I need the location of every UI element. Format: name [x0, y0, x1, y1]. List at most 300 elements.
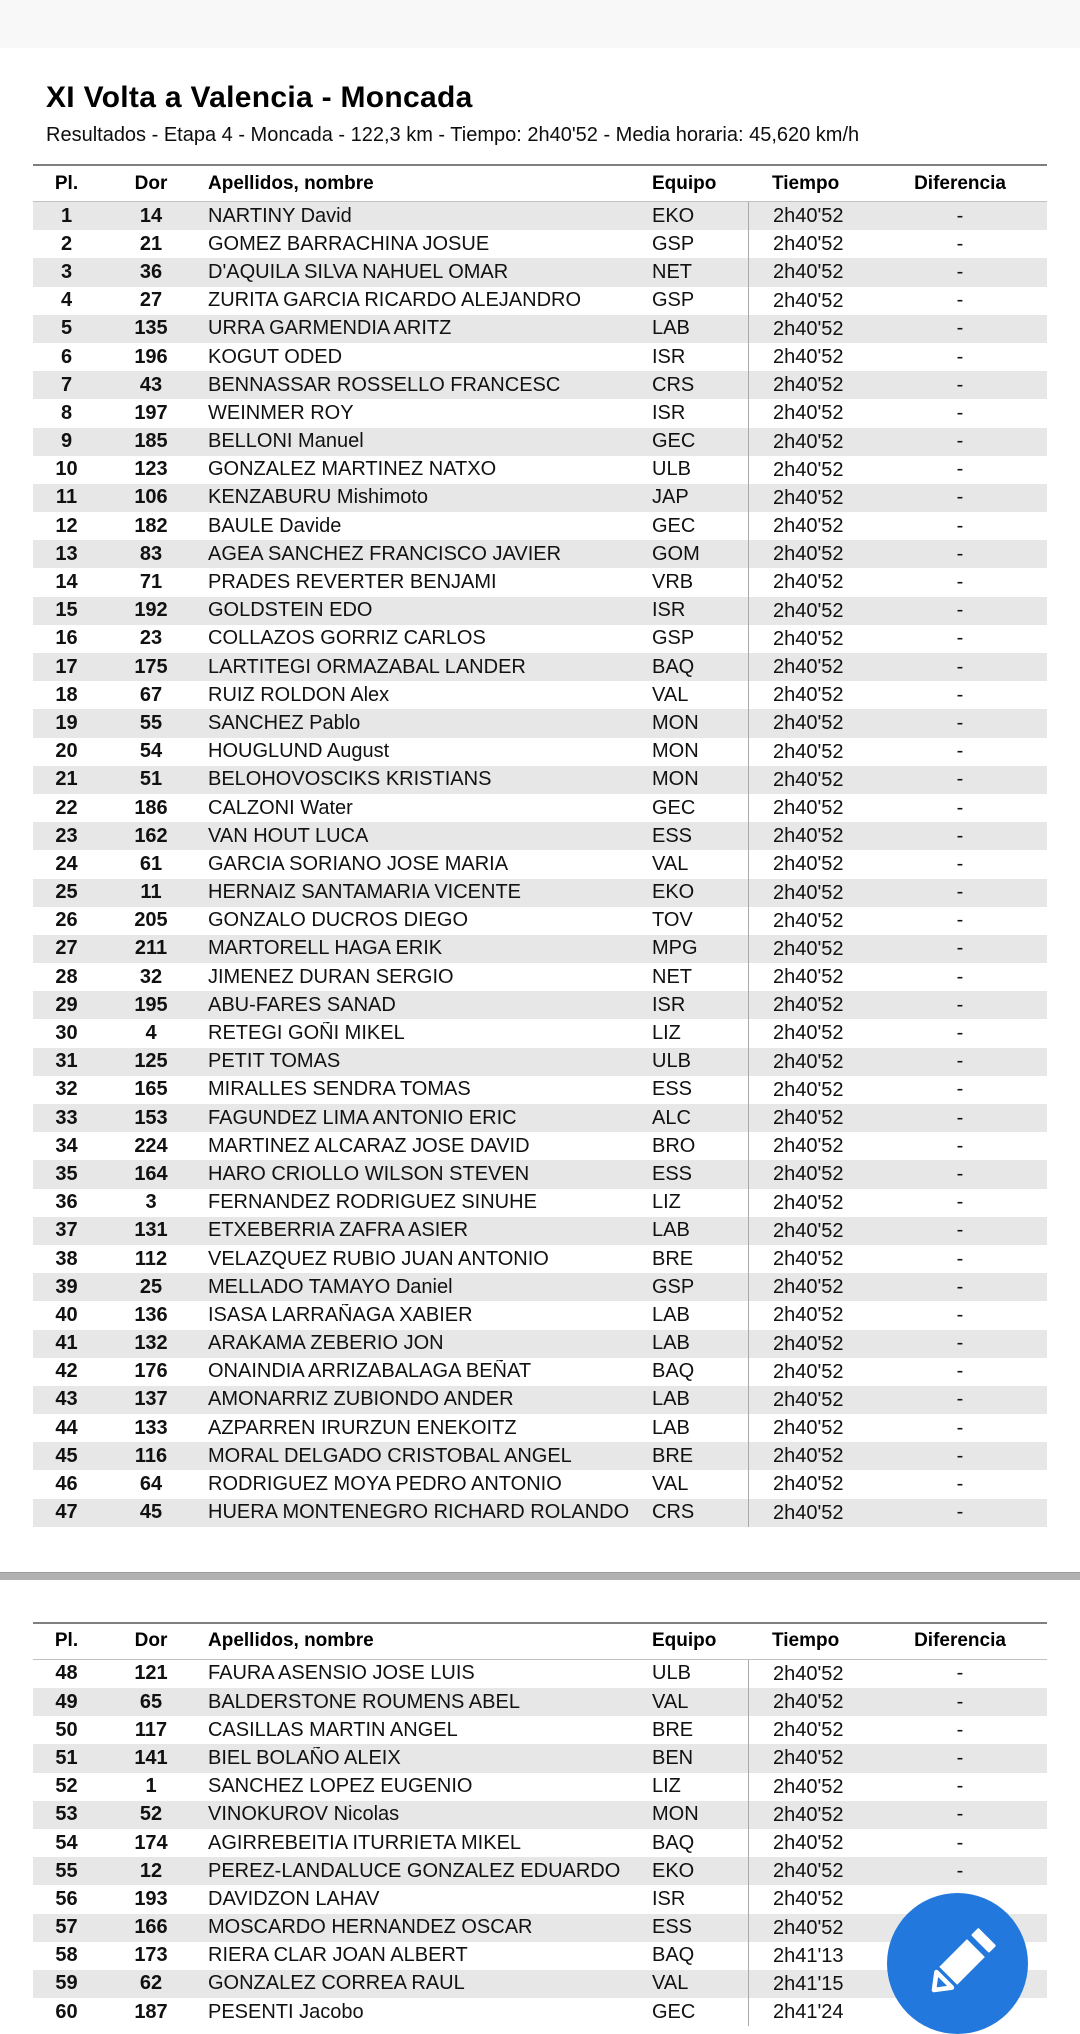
cell-difference: -: [956, 993, 964, 1016]
cell-place: 31: [55, 1050, 78, 1073]
table-row: [33, 681, 1047, 709]
table-row: [33, 1744, 1047, 1772]
table-row: [33, 1104, 1047, 1132]
cell-time: 2h40'52: [748, 1857, 880, 1885]
cell-dorsal: 164: [134, 1162, 168, 1185]
cell-team: GEC: [652, 2000, 696, 2023]
cell-team: LAB: [652, 1416, 690, 1439]
cell-place: 45: [55, 1444, 78, 1467]
cell-place: 11: [55, 486, 78, 509]
cell-place: 26: [55, 909, 78, 932]
cell-team: BRO: [652, 1134, 696, 1157]
cell-dorsal: 11: [140, 881, 162, 904]
cell-time: 2h40'52: [748, 1104, 880, 1132]
cell-place: 20: [55, 740, 78, 763]
cell-dorsal: 32: [139, 965, 163, 988]
cell-time: 2h40'52: [748, 907, 880, 935]
cell-difference: -: [956, 430, 964, 453]
cell-rider-name: FERNANDEZ RODRIGUEZ SINUHE: [208, 1191, 537, 1214]
cell-team: LAB: [652, 1303, 690, 1326]
cell-team: CRS: [652, 1501, 695, 1524]
table-row: [33, 1829, 1047, 1857]
cell-rider-name: HOUGLUND August: [208, 740, 390, 763]
table-row: [33, 1048, 1047, 1076]
cell-team: ULB: [652, 1662, 691, 1685]
cell-team: GOM: [652, 542, 700, 565]
cell-place: 47: [55, 1501, 78, 1524]
cell-time: 2h40'52: [748, 540, 880, 568]
cell-time: 2h40'52: [748, 1019, 880, 1047]
cell-difference: -: [956, 909, 964, 932]
cell-team: CRS: [652, 373, 695, 396]
cell-rider-name: D'AQUILA SILVA NAHUEL OMAR: [208, 260, 509, 283]
cell-team: TOV: [652, 909, 693, 932]
cell-dorsal: 71: [139, 571, 163, 594]
cell-dorsal: 175: [134, 655, 168, 678]
cell-place: 54: [55, 1831, 78, 1854]
cell-place: 44: [55, 1416, 78, 1439]
cell-team: ESS: [652, 1916, 693, 1939]
table-row: [33, 822, 1047, 850]
cell-place: 3: [60, 260, 73, 283]
cell-place: 33: [55, 1106, 78, 1129]
cell-dorsal: 4: [145, 1022, 157, 1045]
cell-dorsal: 125: [134, 1050, 168, 1073]
cell-difference: -: [956, 1360, 964, 1383]
cell-dorsal: 133: [134, 1416, 168, 1439]
cell-rider-name: MOSCARDO HERNANDEZ OSCAR: [208, 1916, 533, 1939]
cell-rider-name: GOMEZ BARRACHINA JOSUE: [208, 232, 490, 255]
cell-difference: -: [956, 1416, 964, 1439]
cell-time: 2h40'52: [748, 1688, 880, 1716]
cell-difference: -: [956, 683, 964, 706]
cell-rider-name: BELOHOVOSCIKS KRISTIANS: [208, 768, 492, 791]
cell-place: 27: [55, 937, 78, 960]
cell-place: 9: [60, 430, 73, 453]
cell-rider-name: GONZALEZ CORREA RAUL: [208, 1972, 465, 1995]
cell-rider-name: COLLAZOS GORRIZ CARLOS: [208, 627, 486, 650]
cell-dorsal: 62: [139, 1972, 163, 1995]
cell-dorsal: 51: [139, 768, 163, 791]
table-row: [33, 1885, 1047, 1913]
cell-difference: -: [956, 1219, 964, 1242]
cell-time: 2h40'52: [748, 1885, 880, 1913]
cell-time: 2h40'52: [748, 1442, 880, 1470]
cell-dorsal: 21: [139, 232, 163, 255]
cell-place: 7: [60, 373, 73, 396]
table-row: [33, 315, 1047, 343]
cell-team: GSP: [652, 289, 695, 312]
cell-place: 41: [55, 1332, 78, 1355]
cell-difference: -: [956, 458, 964, 481]
cell-team: ISR: [652, 1887, 686, 1910]
cell-dorsal: 162: [134, 824, 168, 847]
cell-team: VAL: [652, 1690, 689, 1713]
cell-team: ULB: [652, 458, 691, 481]
cell-team: EKO: [652, 204, 695, 227]
cell-team: LAB: [652, 1219, 690, 1242]
cell-place: 50: [55, 1718, 78, 1741]
cell-team: GEC: [652, 514, 696, 537]
cell-time: 2h40'52: [748, 1829, 880, 1857]
cell-dorsal: 25: [139, 1275, 163, 1298]
cell-rider-name: AGIRREBEITIA ITURRIETA MIKEL: [208, 1831, 522, 1854]
cell-dorsal: 64: [139, 1473, 163, 1496]
cell-rider-name: MARTORELL HAGA ERIK: [208, 937, 443, 960]
cell-difference: -: [956, 1859, 964, 1882]
cell-rider-name: FAGUNDEZ LIMA ANTONIO ERIC: [208, 1106, 517, 1129]
cell-time: 2h40'52: [748, 1273, 880, 1301]
cell-team: LAB: [652, 317, 690, 340]
cell-team: BEN: [652, 1746, 694, 1769]
cell-rider-name: LARTITEGI ORMAZABAL LANDER: [208, 655, 526, 678]
cell-time: 2h40'52: [748, 625, 880, 653]
cell-dorsal: 174: [134, 1831, 168, 1854]
table-row: [33, 371, 1047, 399]
cell-rider-name: CASILLAS MARTIN ANGEL: [208, 1718, 458, 1741]
cell-time: 2h40'52: [748, 287, 880, 315]
cell-rider-name: ARAKAMA ZEBERIO JON: [208, 1332, 444, 1355]
cell-time: 2h40'52: [748, 428, 880, 456]
cell-dorsal: 192: [134, 599, 168, 622]
cell-rider-name: DAVIDZON LAHAV: [208, 1887, 380, 1910]
status-bar-area: [0, 0, 1080, 48]
column-header-place: Pl.: [54, 172, 79, 194]
cell-place: 57: [55, 1916, 78, 1939]
table-row: [33, 1801, 1047, 1829]
cell-difference: -: [956, 514, 964, 537]
cell-dorsal: 136: [134, 1303, 168, 1326]
cell-rider-name: BAULE Davide: [208, 514, 342, 537]
cell-time: 2h40'52: [748, 258, 880, 286]
cell-team: LAB: [652, 1332, 690, 1355]
cell-difference: -: [956, 768, 964, 791]
cell-time: 2h40'52: [748, 1414, 880, 1442]
column-header-time: Tiempo: [772, 172, 840, 194]
column-header-team: Equipo: [652, 172, 717, 194]
cell-time: 2h40'52: [748, 794, 880, 822]
cell-difference: -: [956, 571, 964, 594]
table-row: [33, 850, 1047, 878]
cell-difference: -: [956, 1718, 964, 1741]
column-header-difference: Diferencia: [914, 172, 1006, 194]
cell-rider-name: PRADES REVERTER BENJAMI: [208, 571, 497, 594]
cell-time: 2h40'52: [748, 315, 880, 343]
cell-place: 60: [55, 2000, 78, 2023]
cell-rider-name: ISASA LARRAÑAGA XABIER: [208, 1303, 473, 1326]
cell-dorsal: 43: [139, 373, 163, 396]
cell-difference: -: [956, 824, 964, 847]
cell-rider-name: BENNASSAR ROSSELLO FRANCESC: [208, 373, 561, 396]
cell-place: 37: [55, 1219, 78, 1242]
table-row: [33, 1716, 1047, 1744]
cell-difference: -: [956, 1191, 964, 1214]
cell-rider-name: HERNAIZ SANTAMARIA VICENTE: [208, 881, 522, 904]
table-row: [33, 1773, 1047, 1801]
edit-fab[interactable]: [887, 1893, 1028, 2034]
cell-time: 2h40'52: [748, 1076, 880, 1104]
cell-difference: -: [956, 1050, 964, 1073]
table-row: [33, 1386, 1047, 1414]
cell-team: MON: [652, 740, 699, 763]
cell-rider-name: AZPARREN IRURZUN ENEKOITZ: [208, 1416, 517, 1439]
cell-rider-name: VAN HOUT LUCA: [208, 824, 369, 847]
cell-place: 51: [55, 1746, 78, 1769]
cell-team: VAL: [652, 1972, 689, 1995]
cell-dorsal: 182: [134, 514, 168, 537]
cell-difference: -: [956, 1501, 964, 1524]
cell-dorsal: 141: [134, 1746, 168, 1769]
column-header-rider-name: Apellidos, nombre: [208, 172, 374, 194]
cell-team: VAL: [652, 1473, 689, 1496]
cell-place: 19: [55, 711, 78, 734]
cell-difference: -: [956, 1275, 964, 1298]
cell-dorsal: 185: [134, 430, 168, 453]
cell-team: GEC: [652, 796, 696, 819]
cell-team: LIZ: [652, 1022, 681, 1045]
cell-difference: -: [956, 1388, 964, 1411]
table-row: [33, 625, 1047, 653]
cell-rider-name: SANCHEZ LOPEZ EUGENIO: [208, 1775, 473, 1798]
table-header-row: [33, 164, 1047, 202]
cell-place: 21: [55, 768, 78, 791]
cell-rider-name: MELLADO TAMAYO Daniel: [208, 1275, 453, 1298]
cell-difference: -: [956, 1078, 964, 1101]
cell-rider-name: PEREZ-LANDALUCE GONZALEZ EDUARDO: [208, 1859, 621, 1882]
table-row: [33, 1470, 1047, 1498]
table-row: [33, 428, 1047, 456]
cell-rider-name: HUERA MONTENEGRO RICHARD ROLANDO: [208, 1501, 630, 1524]
cell-time: 2h40'52: [748, 1386, 880, 1414]
cell-time: 2h40'52: [748, 935, 880, 963]
table-row: [33, 568, 1047, 596]
cell-rider-name: PESENTI Jacobo: [208, 2000, 364, 2023]
cell-difference: -: [956, 881, 964, 904]
table-row: [33, 287, 1047, 315]
cell-team: VAL: [652, 852, 689, 875]
cell-difference: -: [956, 1444, 964, 1467]
table-row: [33, 540, 1047, 568]
cell-difference: -: [956, 796, 964, 819]
cell-rider-name: JIMENEZ DURAN SERGIO: [208, 965, 454, 988]
cell-difference: -: [956, 401, 964, 424]
cell-dorsal: 132: [134, 1332, 168, 1355]
cell-place: 4: [60, 289, 73, 312]
cell-place: 10: [55, 458, 78, 481]
table-row: [33, 991, 1047, 1019]
table-row: [33, 907, 1047, 935]
cell-time: 2h40'52: [748, 1189, 880, 1217]
results-table-page-1: [33, 164, 1047, 1527]
table-row: [33, 258, 1047, 286]
cell-place: 38: [55, 1247, 78, 1270]
cell-rider-name: GOLDSTEIN EDO: [208, 599, 373, 622]
table-row: [33, 766, 1047, 794]
cell-dorsal: 55: [139, 711, 163, 734]
cell-difference: -: [956, 711, 964, 734]
cell-dorsal: 117: [134, 1718, 168, 1741]
cell-time: 2h40'52: [748, 1801, 880, 1829]
cell-rider-name: RODRIGUEZ MOYA PEDRO ANTONIO: [208, 1473, 562, 1496]
cell-dorsal: 131: [134, 1219, 168, 1242]
table-row: [33, 1499, 1047, 1527]
table-row: [33, 202, 1047, 230]
cell-team: LAB: [652, 1388, 690, 1411]
cell-place: 15: [55, 599, 78, 622]
table-row: [33, 484, 1047, 512]
cell-team: NET: [652, 965, 692, 988]
cell-dorsal: 14: [139, 204, 163, 227]
cell-dorsal: 12: [139, 1859, 163, 1882]
cell-time: 2h40'52: [748, 399, 880, 427]
cell-dorsal: 205: [134, 909, 168, 932]
cell-place: 53: [55, 1803, 78, 1826]
cell-team: BAQ: [652, 655, 695, 678]
cell-difference: -: [956, 1473, 964, 1496]
cell-time: 2h40'52: [748, 1330, 880, 1358]
cell-difference: -: [956, 852, 964, 875]
cell-difference: -: [956, 1662, 964, 1685]
cell-time: 2h40'52: [748, 1499, 880, 1527]
cell-rider-name: WEINMER ROY: [208, 401, 354, 424]
cell-difference: -: [956, 1746, 964, 1769]
cell-place: 39: [55, 1275, 78, 1298]
cell-place: 5: [60, 317, 73, 340]
cell-difference: -: [956, 373, 964, 396]
cell-difference: -: [956, 204, 964, 227]
table-row: [33, 456, 1047, 484]
table-row: [33, 343, 1047, 371]
cell-team: NET: [652, 260, 692, 283]
table-row: [33, 597, 1047, 625]
cell-dorsal: 166: [134, 1916, 168, 1939]
cell-time: 2h40'52: [748, 822, 880, 850]
cell-rider-name: VELAZQUEZ RUBIO JUAN ANTONIO: [208, 1247, 549, 1270]
cell-time: 2h40'52: [748, 1914, 880, 1942]
cell-dorsal: 27: [139, 289, 163, 312]
cell-time: 2h40'52: [748, 766, 880, 794]
cell-team: MON: [652, 711, 699, 734]
cell-difference: -: [956, 937, 964, 960]
cell-rider-name: CALZONI Water: [208, 796, 353, 819]
cell-difference: -: [956, 1162, 964, 1185]
cell-team: VRB: [652, 571, 694, 594]
cell-dorsal: 123: [134, 458, 168, 481]
column-header-team: Equipo: [652, 1630, 717, 1652]
cell-difference: -: [956, 1247, 964, 1270]
results-page: [33, 81, 1047, 2026]
cell-dorsal: 1: [145, 1775, 157, 1798]
table-row: [33, 879, 1047, 907]
cell-team: MON: [652, 768, 699, 791]
column-header-difference: Diferencia: [914, 1630, 1006, 1652]
cell-rider-name: BIEL BOLAÑO ALEIX: [208, 1746, 401, 1769]
cell-team: GEC: [652, 430, 696, 453]
cell-difference: -: [956, 1831, 964, 1854]
cell-team: ALC: [652, 1106, 691, 1129]
table-row: [33, 963, 1047, 991]
cell-dorsal: 23: [139, 627, 163, 650]
cell-difference: -: [956, 317, 964, 340]
cell-team: LIZ: [652, 1775, 681, 1798]
cell-time: 2h40'52: [748, 1660, 880, 1688]
cell-time: 2h40'52: [748, 1301, 880, 1329]
cell-team: BAQ: [652, 1360, 695, 1383]
column-header-rider-name: Apellidos, nombre: [208, 1630, 374, 1652]
table-header-row: [33, 1622, 1047, 1660]
cell-dorsal: 67: [139, 683, 163, 706]
cell-team: BRE: [652, 1718, 694, 1741]
cell-time: 2h40'52: [748, 371, 880, 399]
cell-difference: -: [956, 289, 964, 312]
cell-place: 13: [55, 542, 78, 565]
cell-time: 2h40'52: [748, 1245, 880, 1273]
cell-dorsal: 173: [134, 1944, 168, 1967]
cell-team: EKO: [652, 1859, 695, 1882]
cell-rider-name: GONZALEZ MARTINEZ NATXO: [208, 458, 497, 481]
cell-difference: -: [956, 1134, 964, 1157]
cell-rider-name: KENZABURU Mishimoto: [208, 486, 429, 509]
table-row: [33, 1160, 1047, 1188]
table-row: [33, 399, 1047, 427]
cell-time: 2h40'52: [748, 1358, 880, 1386]
cell-team: EKO: [652, 881, 695, 904]
cell-rider-name: SANCHEZ Pablo: [208, 711, 361, 734]
cell-time: 2h40'52: [748, 1470, 880, 1498]
cell-rider-name: VINOKUROV Nicolas: [208, 1803, 400, 1826]
cell-time: 2h40'52: [748, 230, 880, 258]
cell-dorsal: 3: [145, 1191, 157, 1214]
cell-team: BAQ: [652, 1944, 695, 1967]
cell-time: 2h40'52: [748, 484, 880, 512]
table-row: [33, 738, 1047, 766]
cell-team: ISR: [652, 599, 686, 622]
cell-difference: -: [956, 486, 964, 509]
cell-time: 2h40'52: [748, 512, 880, 540]
cell-place: 43: [55, 1388, 78, 1411]
table-row: [33, 1414, 1047, 1442]
cell-dorsal: 186: [134, 796, 168, 819]
table-row: [33, 1688, 1047, 1716]
cell-rider-name: NARTINY David: [208, 204, 352, 227]
cell-difference: -: [956, 1332, 964, 1355]
cell-difference: -: [956, 260, 964, 283]
cell-difference: -: [956, 1775, 964, 1798]
cell-place: 22: [55, 796, 78, 819]
cell-team: ESS: [652, 824, 693, 847]
cell-dorsal: 187: [134, 2000, 168, 2023]
cell-place: 36: [55, 1191, 78, 1214]
cell-place: 28: [55, 965, 78, 988]
cell-time: 2h40'52: [748, 879, 880, 907]
cell-dorsal: 116: [134, 1444, 168, 1467]
cell-rider-name: KOGUT ODED: [208, 345, 343, 368]
column-header-place: Pl.: [54, 1630, 79, 1652]
cell-difference: -: [956, 1022, 964, 1045]
cell-difference: -: [956, 655, 964, 678]
cell-dorsal: 153: [134, 1106, 168, 1129]
cell-team: ULB: [652, 1050, 691, 1073]
cell-place: 17: [55, 655, 78, 678]
cell-rider-name: MIRALLES SENDRA TOMAS: [208, 1078, 471, 1101]
cell-rider-name: RETEGI GOÑI MIKEL: [208, 1022, 405, 1045]
cell-dorsal: 197: [134, 401, 168, 424]
column-header-dorsal: Dor: [134, 172, 168, 194]
table-row: [33, 1330, 1047, 1358]
cell-team: GSP: [652, 1275, 695, 1298]
cell-dorsal: 165: [134, 1078, 168, 1101]
cell-dorsal: 196: [134, 345, 168, 368]
